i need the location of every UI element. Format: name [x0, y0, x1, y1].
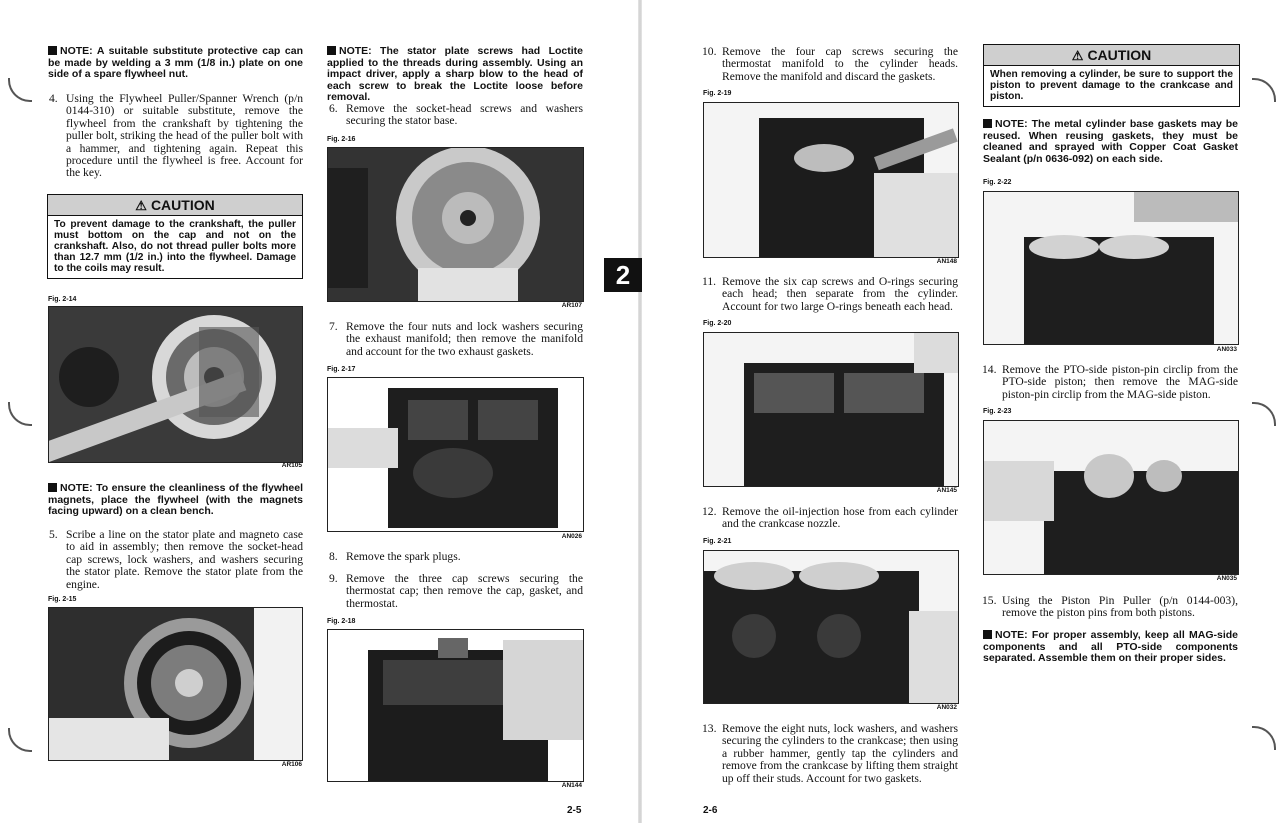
step-text: Remove the spark plugs.: [346, 550, 461, 563]
note-text: NOTE: To ensure the cleanliness of the flywheel magnets, place the flywheel (with the magnets facing upward) on a clean bench.: [48, 482, 303, 517]
step-text: Remove the socket-head screws and washers securing the stator base.: [346, 102, 583, 128]
step-13: [702, 722, 958, 785]
step-5: [49, 528, 303, 591]
figure-label: Fig. 2-21: [703, 538, 732, 545]
step-number: 5.: [49, 528, 58, 541]
figure-label: Fig. 2-14: [48, 296, 77, 303]
note-flywheel-cleanliness: [48, 483, 303, 518]
caution-text: When removing a cylinder, be sure to support the piston to prevent damage to the crankcase and piston.: [990, 69, 1233, 102]
page-number: 2-5: [567, 805, 582, 816]
note-text: NOTE: The stator plate screws had Loctite applied to the threads during assembly. Using an impact driver, apply a sharp blow to the head of each screw to break the Loctite loose before removal.: [327, 45, 583, 103]
figure-label: Fig. 2-20: [703, 320, 732, 327]
chapter-tab: 2: [604, 258, 642, 292]
step-12: [702, 505, 958, 531]
binder-hole-mark: [8, 78, 32, 102]
binder-hole-mark: [1252, 78, 1276, 102]
step-number: 13.: [702, 722, 717, 735]
photo-code: AN145: [936, 487, 957, 494]
note-text: NOTE: For proper assembly, keep all MAG-side components and all PTO-side components separated. Assemble them on their proper sides.: [983, 629, 1238, 664]
step-text: Remove the four cap screws securing the thermostat manifold to the cylinder heads. Remove the manifold and discard the gaskets.: [722, 45, 958, 83]
photo-oil-injection-hose: [703, 550, 959, 704]
figure-label: Fig. 2-17: [327, 366, 356, 373]
step-11: [702, 275, 958, 313]
figure-label: Fig. 2-23: [983, 408, 1012, 415]
step-text: Remove the eight nuts, lock washers, and washers securing the cylinders to the crankcase; then using a rubber hammer, gently tap the cylinders and remove from the crankcase by lifting them straight up off their studs. Account for two gaskets.: [722, 722, 958, 785]
step-text: Remove the four nuts and lock washers securing the exhaust manifold; then remove the manifold and account for the two exhaust gaskets.: [346, 320, 583, 358]
binder-hole-mark: [1252, 726, 1276, 750]
step-number: 15.: [982, 594, 997, 607]
step-9: [329, 572, 583, 610]
note-protective-cap: [48, 46, 303, 81]
page-number: 2-6: [703, 805, 718, 816]
figure-label: Fig. 2-22: [983, 179, 1012, 186]
figure-label: Fig. 2-16: [327, 136, 356, 143]
step-10: [702, 45, 958, 83]
square-bullet-icon: [983, 119, 992, 128]
caution-text: To prevent damage to the crankshaft, the puller must bottom on the cap and not on the crankshaft. Also, do not thread puller bolts more than 12.7 mm (1/2 in.) into the flywheel. Damage to the coils may result.: [54, 219, 296, 274]
caution-title: CAUTION: [150, 197, 215, 213]
step-text: Remove the three cap screws securing the thermostat cap; then remove the cap, gasket, and thermostat.: [346, 572, 583, 610]
photo-flywheel-puller: [48, 306, 303, 463]
step-number: 6.: [329, 102, 338, 115]
note-loctite: [327, 46, 583, 104]
step-number: 4.: [49, 92, 58, 105]
binder-hole-mark: [8, 402, 32, 426]
caution-header: [984, 45, 1239, 66]
caution-box-puller: [47, 194, 303, 279]
step-number: 11.: [702, 275, 717, 288]
step-text: Using the Flywheel Puller/Spanner Wrench (p/n 0144-310) or suitable substitute, remove the flywheel from the crankshaft by tightening the puller bolt, striking the head of the puller bolt with a hammer, and tightening again. Repeat this procedure until the flywheel is free. Account for the key.: [66, 92, 303, 180]
photo-thermostat-manifold: [703, 102, 959, 258]
photo-code: AR105: [281, 462, 302, 469]
figure-label: Fig. 2-18: [327, 618, 356, 625]
note-proper-assembly: [983, 630, 1238, 665]
step-text: Remove the PTO-side piston-pin circlip from the PTO-side piston; then remove the MAG-side piston-pin circlip from the MAG-side piston.: [1002, 363, 1238, 401]
step-14: [982, 363, 1238, 401]
step-8: [329, 550, 583, 563]
square-bullet-icon: [48, 483, 57, 492]
step-text: Remove the oil-injection hose from each cylinder and the crankcase nozzle.: [722, 505, 958, 531]
step-text: Using the Piston Pin Puller (p/n 0144-003), remove the piston pins from both pistons.: [1002, 594, 1238, 620]
photo-code: AN026: [561, 533, 582, 540]
step-text: Remove the six cap screws and O-rings securing each head; then separate from the cylinder. Account for two large O-rings beneath each head.: [722, 275, 958, 313]
photo-stator-base: [327, 147, 584, 302]
square-bullet-icon: [327, 46, 336, 55]
caution-header: [48, 195, 302, 216]
photo-exhaust-manifold: [327, 377, 584, 532]
photo-code: AN035: [1216, 575, 1237, 582]
step-number: 9.: [329, 572, 338, 585]
square-bullet-icon: [983, 630, 992, 639]
photo-code: AN033: [1216, 346, 1237, 353]
step-7: [329, 320, 583, 358]
binder-hole-mark: [1252, 402, 1276, 426]
caution-title: CAUTION: [1087, 47, 1152, 63]
square-bullet-icon: [48, 46, 57, 55]
photo-cylinder-heads: [703, 332, 959, 487]
step-6: [329, 102, 583, 128]
note-text: NOTE: The metal cylinder base gaskets may be reused. When reusing gaskets, they must be cleaned and sprayed with Copper Coat Gasket Sealant (p/n 0636-092) on each side.: [983, 118, 1238, 165]
step-text: Scribe a line on the stator plate and magneto case to aid in assembly; then remove the socket-head cap screws, lock washers, and washers securing the stator plate. Remove the stator plate from the engine.: [66, 528, 303, 591]
photo-code: AR106: [281, 761, 302, 768]
figure-label: Fig. 2-15: [48, 596, 77, 603]
photo-code: AN032: [936, 704, 957, 711]
step-number: 7.: [329, 320, 338, 333]
photo-code: AN148: [936, 258, 957, 265]
caution-box-piston: [983, 44, 1240, 107]
photo-piston-circlip: [983, 420, 1239, 575]
figure-label: Fig. 2-19: [703, 90, 732, 97]
step-4: [49, 92, 303, 180]
photo-stator-plate: [48, 607, 303, 761]
page-gutter: [638, 0, 642, 823]
note-base-gaskets: [983, 119, 1238, 165]
binder-hole-mark: [8, 728, 32, 752]
photo-thermostat-cap: [327, 629, 584, 782]
step-number: 14.: [982, 363, 997, 376]
step-number: 8.: [329, 550, 338, 563]
step-number: 10.: [702, 45, 717, 58]
photo-code: AR107: [561, 302, 582, 309]
step-15: [982, 594, 1238, 620]
step-number: 12.: [702, 505, 717, 518]
warning-triangle-icon: ⚠: [135, 198, 147, 213]
photo-cylinder-removal: [983, 191, 1239, 345]
warning-triangle-icon: ⚠: [1071, 48, 1084, 63]
photo-code: AN144: [561, 782, 582, 789]
note-text: NOTE: A suitable substitute protective cap can be made by welding a 3 mm (1/8 in.) plate on one side of a spare flywheel nut.: [48, 45, 303, 80]
